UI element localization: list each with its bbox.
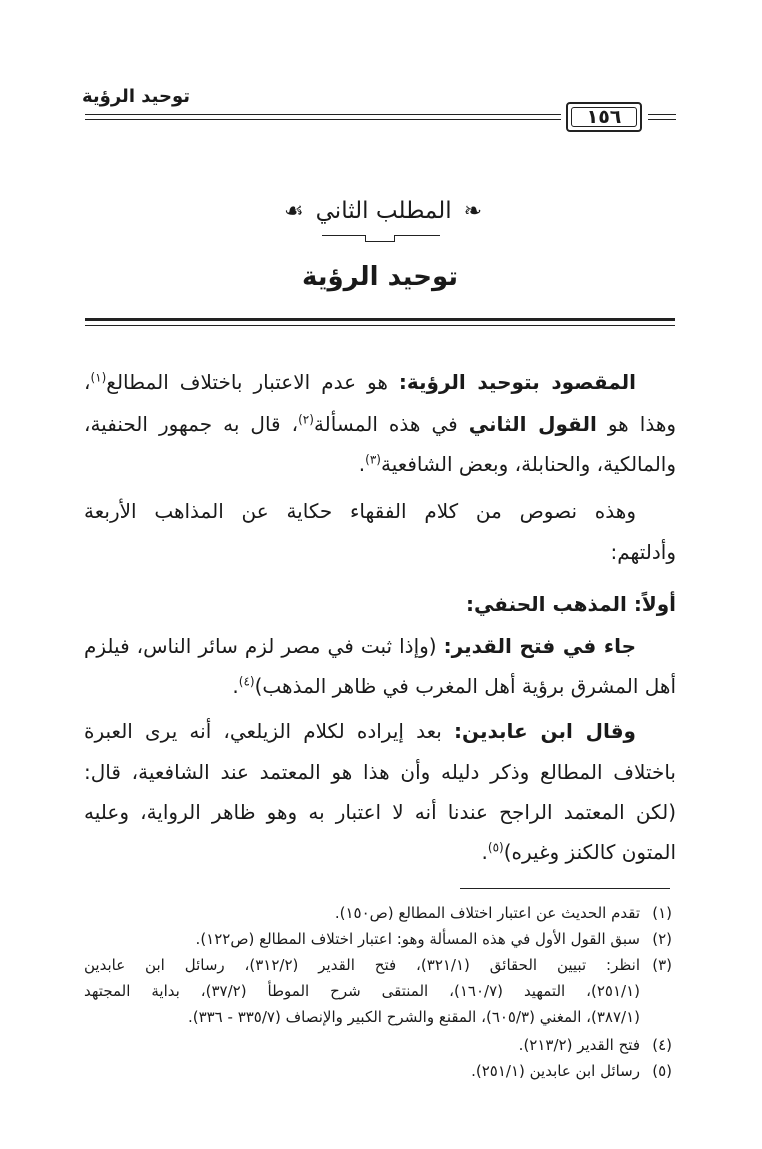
footnote-number: (١) [652,904,672,922]
header-rule-right-bottom [648,119,676,120]
footnote-number: (٥) [652,1062,672,1080]
footnote-3-line-1: (٣)انظر: تبيين الحقائق (٣٢١/١)، فتح القدير (٣١٢/٢)، رسائل ابن عابدين [84,956,672,974]
footnote-ref-2: (٢) [298,412,314,427]
header-rule-bottom [85,119,561,120]
header-rule-right-top [648,114,676,115]
footnote-number: (٤) [652,1036,672,1054]
footnote-5: (٥)رسائل ابن عابدين (٢٥١/١). [471,1062,672,1080]
body-line-10: (لكن المعتمد الراجح عندنا أنه لا اعتبار به وهو ظاهر الرواية، وعليه [84,800,676,824]
hanafi-heading: أولاً: المذهب الحنفي: [465,592,676,616]
footnote-rule [460,888,670,889]
header-rule-top [85,114,561,115]
heading-rule-thick [85,318,675,321]
body-line-4: وهذه نصوص من كلام الفقهاء حكاية عن المذاهب الأربعة [84,499,636,523]
running-title: توحيد الرؤية [82,86,191,107]
body-line-7: أهل المشرق برؤية أهل المغرب في ظاهر المذهب)$^{(٤)}$. [232,674,676,698]
section-label-text: المطلب الثاني [315,198,452,224]
footnote-ref-3: (٣) [365,452,381,467]
body-line-11: المتون كالكنز وغيره)$^{(٥)}$. [481,840,676,864]
footnote-number: (٢) [652,930,672,948]
footnote-4: (٤)فتح القدير (٢١٣/٢). [518,1036,672,1054]
page-number: ١٥٦ [586,106,622,128]
footnote-ref-4: (٤) [238,674,255,689]
body-line-9: باختلاف المطالع وذكر دليله وأن هذا هو المعتمد عند الشافعية، قال: [84,760,676,784]
footnote-number: (٣) [652,956,672,974]
body-line-6: جاء في فتح القدير: (وإذا ثبت في مصر لزم سائر الناس، فيلزم [84,634,636,658]
body-line-2: وهذا هو القول الثاني في هذه المسألة$^{(٢)}$، قال به جمهور الحنفية، [84,412,677,436]
body-line-1: المقصود بتوحيد الرؤية: هو عدم الاعتبار باختلاف المطالع$^{(١)}$، [84,370,636,394]
body-line-8: وقال ابن عابدين: بعد إيراده لكلام الزيلعي، أنه يرى العبرة [84,719,636,743]
section-underline-tab [365,235,395,242]
heading-rule-thin [85,325,675,326]
footnote-3-line-3: (٣٨٧/١)، المغني (٦٠٥/٣)، المقنع والشرح الكبير والإنصاف (٣٣٥/٧ - ٣٣٦). [187,1008,640,1026]
body-line-3: والمالكية، والحنابلة، وبعض الشافعية$^{(٣)}$. [358,452,676,476]
ornament-left-icon: ❧ [463,199,483,224]
footnote-ref-1: (١) [90,370,107,385]
section-label [238,198,528,224]
page-number-badge [566,102,642,132]
footnote-2: (٢)سبق القول الأول في هذه المسألة وهو: اعتبار اختلاف المطالع (ص١٢٢). [195,930,672,948]
footnote-ref-5: (٥) [487,840,504,855]
ornament-right-icon: ☙ [283,199,304,224]
body-line-5: وأدلتهم: [610,540,676,564]
page-heading: توحيد الرؤية [301,262,459,292]
footnote-3-line-2: (٢٥١/١)، التمهيد (١٦٠/٧)، المنتقى شرح الموطأ (٣٧/٢)، بداية المجتهد [84,982,640,1000]
footnote-1: (١)تقدم الحديث عن اعتبار اختلاف المطالع (ص١٥٠). [334,904,672,922]
